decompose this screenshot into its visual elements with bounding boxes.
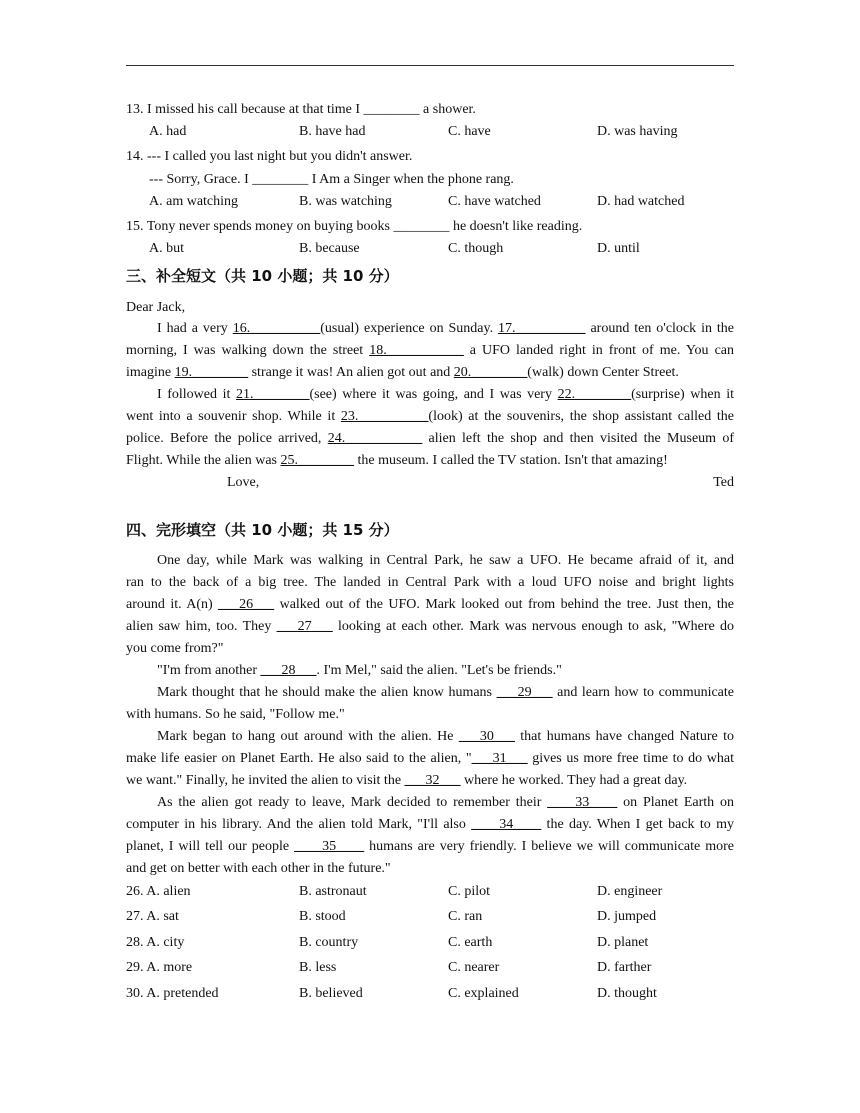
q15-option-c: C. though (448, 241, 504, 256)
cloze-para5-line3: planet, I will tell our people ____35____ humans are very friendly. I believe we will communicate more (126, 839, 735, 854)
header-rule (126, 65, 734, 66)
question-14-stem-reply: --- Sorry, Grace. I ________ I Am a Singer when the phone rang. (149, 172, 514, 187)
q15-option-d: D. until (597, 241, 640, 256)
letter-closing: Love, (227, 475, 260, 490)
blank-31[interactable]: ___31___ (471, 751, 528, 766)
blank-21[interactable]: 21.________ (235, 387, 310, 402)
blank-25[interactable]: 25.________ (280, 453, 354, 468)
cloze-para4-line3: we want." Finally, he invited the alien to visit the ___32___ where he worked. They had a great day. (126, 773, 688, 788)
choice-26-c: C. pilot (448, 884, 491, 899)
blank-23[interactable]: 23.__________ (340, 409, 429, 424)
letter-para1-line3: imagine 19.________ strange it was! An alien got out and 20.________(walk) down Center Street. (126, 365, 679, 380)
q13-option-d: D. was having (597, 124, 678, 139)
choice-29-d: D. farther (597, 960, 652, 975)
letter-para2-line1: I followed it 21.________(see) where it was going, and I was very 22.________(surprise) when it (157, 387, 734, 402)
blank-19[interactable]: 19.________ (174, 365, 249, 380)
choice-30-b: B. believed (299, 986, 363, 1001)
choice-row-30 (126, 984, 734, 1004)
q13-option-c: C. have (448, 124, 491, 139)
q15-option-b: B. because (299, 241, 360, 256)
choice-29-c: C. nearer (448, 960, 500, 975)
q14-option-b: B. was watching (299, 194, 392, 209)
section-4-heading: 四、完形填空（共 10 小题；共 15 分） (126, 521, 399, 539)
blank-27[interactable]: ___27___ (276, 619, 333, 634)
choice-28-c: C. earth (448, 935, 493, 950)
choice-28-d: D. planet (597, 935, 649, 950)
q14-option-a: A. am watching (149, 194, 239, 209)
blank-32[interactable]: ___32___ (404, 773, 461, 788)
cloze-para1-line3: around it. A(n) ___26___ walked out of the UFO. Mark looked out from behind the tree. Just then, the (126, 597, 734, 612)
cloze-para1-line1: One day, while Mark was walking in Central Park, he saw a UFO. He became afraid of it, and (157, 553, 734, 568)
choice-30-a: 30. A. pretended (126, 986, 219, 1001)
section-3-heading: 三、补全短文（共 10 小题；共 10 分） (126, 267, 399, 285)
choice-26-b: B. astronaut (299, 884, 367, 899)
choice-row-27 (126, 907, 734, 927)
choice-30-c: C. explained (448, 986, 519, 1001)
blank-18[interactable]: 18.___________ (369, 343, 464, 358)
question-13-options (126, 122, 734, 142)
letter-para1-line1: I had a very 16.__________(usual) experience on Sunday. 17.__________ around ten o'clock in the (157, 321, 735, 336)
choice-row-28 (126, 933, 734, 953)
blank-29[interactable]: ___29___ (496, 685, 553, 700)
choice-28-a: 28. A. city (126, 935, 185, 950)
choice-27-b: B. stood (299, 909, 346, 924)
q14-option-d: D. had watched (597, 194, 685, 209)
blank-24[interactable]: 24.___________ (327, 431, 423, 446)
cloze-para1-line2: ran to the back of a big tree. The landed in Central Park with a loud UFO noise and bright lights (126, 575, 734, 590)
blank-22[interactable]: 22.________ (557, 387, 632, 402)
cloze-para1-line4: alien saw him, too. They ___27___ looking at each other. Mark was nervous enough to ask, "Where do (126, 619, 734, 634)
letter-para2-line4: Flight. While the alien was 25.________ the museum. I called the TV station. Isn't that amazing! (126, 453, 668, 468)
cloze-para3-line1: Mark thought that he should make the alien know humans ___29___ and learn how to communicate (157, 685, 734, 700)
blank-33[interactable]: ____33____ (547, 795, 618, 810)
q15-option-a: A. but (149, 241, 184, 256)
blank-20[interactable]: 20.________ (453, 365, 528, 380)
cloze-para5-line1: As the alien got ready to leave, Mark decided to remember their ____33____ on Planet Earth on (157, 795, 735, 810)
cloze-para2: "I'm from another ___28___. I'm Mel," said the alien. "Let's be friends." (157, 663, 562, 678)
blank-17[interactable]: 17.__________ (498, 321, 586, 336)
blank-16[interactable]: 16.__________ (232, 321, 321, 336)
letter-para2-line3: police. Before the police arrived, 24.___________ alien left the shop and then visited the Museum of (126, 431, 735, 446)
letter-para2-line2: went into a souvenir shop. While it 23.__________(look) at the souvenirs, the shop assistant called the (126, 409, 734, 424)
question-14-stem: 14. --- I called you last night but you didn't answer. (126, 149, 413, 164)
cloze-para4-line1: Mark began to hang out around with the alien. He ___30___ that humans have changed Nature to (157, 729, 734, 744)
blank-34[interactable]: ____34____ (471, 817, 542, 832)
choice-27-a: 27. A. sat (126, 909, 179, 924)
question-13-stem: 13. I missed his call because at that time I ________ a shower. (126, 102, 476, 117)
letter-signature: Ted (713, 475, 734, 490)
question-15-stem: 15. Tony never spends money on buying books ________ he doesn't like reading. (126, 219, 583, 234)
choice-row-26 (126, 882, 734, 902)
cloze-para1-line5: you come from?" (126, 641, 224, 656)
q13-option-a: A. had (149, 124, 187, 139)
blank-26[interactable]: ___26___ (218, 597, 275, 612)
choice-26-a: 26. A. alien (126, 884, 191, 899)
choice-27-d: D. jumped (597, 909, 657, 924)
choice-26-d: D. engineer (597, 884, 663, 899)
choice-27-c: C. ran (448, 909, 483, 924)
cloze-para3-line2: with humans. So he said, "Follow me." (126, 707, 345, 722)
q14-option-c: C. have watched (448, 194, 541, 209)
cloze-para4-line2: make life easier on Planet Earth. He also said to the alien, "___31___ gives us more free time to do what (126, 751, 734, 766)
blank-30[interactable]: ___30___ (458, 729, 515, 744)
choice-row-29 (126, 958, 734, 978)
choice-29-a: 29. A. more (126, 960, 193, 975)
letter-greeting: Dear Jack, (126, 300, 186, 315)
cloze-para5-line4: and get on better with each other in the future." (126, 861, 391, 876)
choice-28-b: B. country (299, 935, 359, 950)
blank-35[interactable]: ____35____ (294, 839, 365, 854)
choice-29-b: B. less (299, 960, 337, 975)
cloze-para5-line2: computer in his library. And the alien told Mark, "I'll also ____34____ the day. When I get back to my (126, 817, 734, 832)
question-14-options (126, 192, 734, 212)
question-15-options (126, 239, 734, 259)
blank-28[interactable]: ___28___ (260, 663, 317, 678)
choice-30-d: D. thought (597, 986, 657, 1001)
q13-option-b: B. have had (299, 124, 366, 139)
letter-para1-line2: morning, I was walking down the street 18.___________ a UFO landed right in front of me. You can (126, 343, 735, 358)
